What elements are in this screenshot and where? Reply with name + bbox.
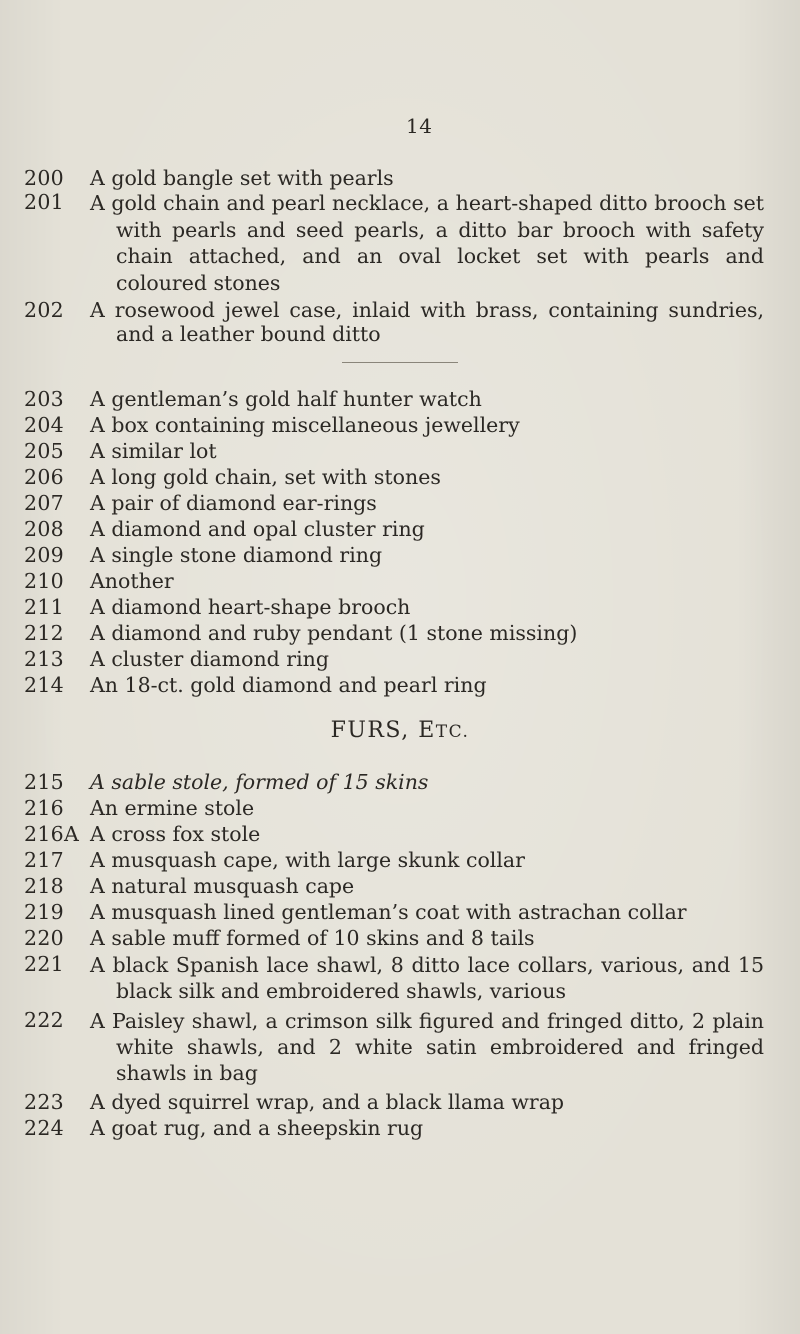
- lot-description: A gentleman’s gold half hunter watch: [90, 387, 482, 411]
- lot-description: A diamond heart-shape brooch: [90, 595, 411, 619]
- lot-number: 222: [24, 1008, 65, 1032]
- lot-number: 217: [24, 848, 65, 872]
- section-heading-main: FURS,: [330, 718, 410, 743]
- lot-description: A rosewood jewel case, inlaid with brass, containing sundries, and a leather bound ditto: [90, 298, 764, 346]
- lot-number: 200: [24, 166, 65, 190]
- lot-number: 220: [24, 926, 65, 950]
- lot-number: 205: [24, 439, 65, 463]
- lot-description: A gold chain and pearl necklace, a heart-shaped ditto brooch set with pearls and seed pearls, a ditto bar brooch with safety chain attached, and an oval locket set with pearls and coloured stones: [90, 191, 764, 295]
- section-heading-etc-initial: E: [418, 718, 436, 743]
- lot-number: 213: [24, 647, 65, 671]
- lot-number: 201: [24, 190, 65, 214]
- lot-description: A goat rug, and a sheepskin rug: [90, 1116, 424, 1140]
- lot-number: 221: [24, 952, 65, 976]
- lot-description: A gold bangle set with pearls: [90, 166, 394, 190]
- lot-description: A black Spanish lace shawl, 8 ditto lace collars, various, and 15 black silk and embroidered shawls, various: [90, 953, 764, 1003]
- lot-number: 215: [24, 770, 65, 794]
- lot-description: A musquash cape, with large skunk collar: [90, 848, 525, 872]
- lot-description: An 18-ct. gold diamond and pearl ring: [90, 673, 487, 697]
- lot-number: 207: [24, 491, 65, 515]
- lot-description: A Paisley shawl, a crimson silk figured and fringed ditto, 2 plain white shawls, and 2 white satin embroidered and fringed shawls in bag: [90, 1009, 764, 1085]
- lot-description: An ermine stole: [90, 796, 255, 820]
- lot-description: A long gold chain, set with stones: [90, 465, 441, 489]
- lot-description: A similar lot: [90, 439, 217, 463]
- page-number: 14: [406, 114, 433, 138]
- lot-number: 214: [24, 673, 65, 697]
- lot-number: 216: [24, 796, 65, 820]
- lot-number: 206: [24, 465, 65, 489]
- lot-description: A pair of diamond ear-rings: [90, 491, 377, 515]
- lot-description: A natural musquash cape: [90, 874, 355, 898]
- lot-number: 223: [24, 1090, 65, 1114]
- section-heading-etc-rest: TC.: [435, 722, 470, 742]
- section-heading: [0, 718, 800, 743]
- lot-description: A cross fox stole: [90, 822, 261, 846]
- lot-number: 203: [24, 387, 65, 411]
- lot-description: A dyed squirrel wrap, and a black llama wrap: [90, 1090, 565, 1114]
- lot-description: A box containing miscellaneous jewellery: [90, 413, 520, 437]
- lot-number: 219: [24, 900, 65, 924]
- lot-description: Another: [90, 569, 174, 593]
- lot-description: A sable muff formed of 10 skins and 8 tails: [90, 926, 535, 950]
- section-divider: [342, 362, 458, 363]
- lot-number: 218: [24, 874, 65, 898]
- lot-description: A diamond and opal cluster ring: [90, 517, 425, 541]
- lot-description: A cluster diamond ring: [90, 647, 329, 671]
- lot-number: 211: [24, 595, 65, 619]
- lot-number: 224: [24, 1116, 65, 1140]
- lot-description: A diamond and ruby pendant (1 stone missing): [90, 621, 578, 645]
- lot-description: A musquash lined gentleman’s coat with astrachan collar: [90, 900, 687, 924]
- lot-description: A sable stole, formed of 15 skins: [90, 770, 429, 794]
- lot-number: 210: [24, 569, 65, 593]
- lot-number: 209: [24, 543, 65, 567]
- lot-number: 202: [24, 298, 65, 322]
- lot-number: 212: [24, 621, 65, 645]
- lot-number: 208: [24, 517, 65, 541]
- lot-number: 204: [24, 413, 65, 437]
- lot-description: A single stone diamond ring: [90, 543, 383, 567]
- lot-number: 216A: [24, 822, 80, 846]
